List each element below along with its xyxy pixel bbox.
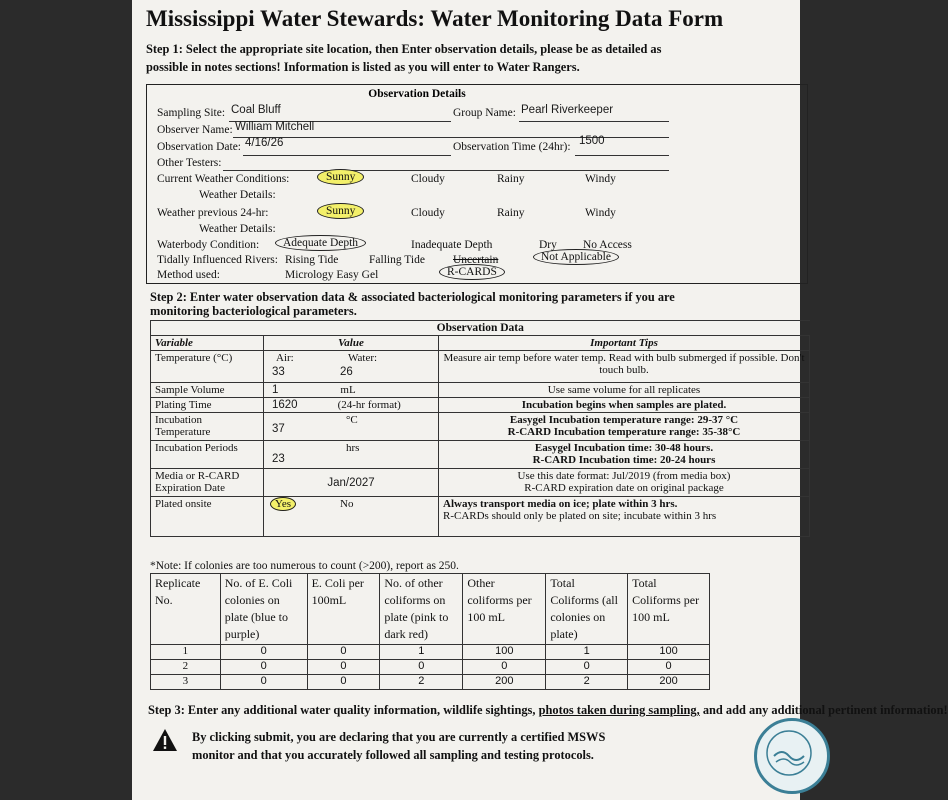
colony-count-cell[interactable]: 0 xyxy=(220,660,307,675)
step1-line2: possible in notes sections! Information is listed as you will enter to Water Rangers. xyxy=(146,60,580,74)
observer-name-label: Observer Name: xyxy=(157,124,233,136)
method-easygel-option[interactable]: Micrology Easy Gel xyxy=(285,269,379,281)
prev-weather-cloudy-option[interactable]: Cloudy xyxy=(411,207,445,219)
plated-yes-option[interactable]: Yes xyxy=(270,497,296,511)
observation-time-field[interactable]: 1500 xyxy=(579,135,605,147)
step3-line1 xyxy=(148,703,948,718)
tidal-uncertain-option[interactable]: Uncertain xyxy=(453,254,499,266)
step3-part1: Step 3: Enter any additional water quality information, wildlife sightings, xyxy=(148,703,536,717)
group-name-field[interactable]: Pearl Riverkeeper xyxy=(521,104,614,116)
sample-volume-field[interactable]: 1 xyxy=(272,384,279,396)
colony-count-cell[interactable]: 0 xyxy=(380,660,463,675)
observation-data-header: Observation Data xyxy=(151,321,810,336)
colony-count-cell[interactable]: 1 xyxy=(546,645,628,660)
colony-count-cell[interactable]: 200 xyxy=(463,675,546,690)
col-header-ecoli-colonies: No. of E. Coli colonies on plate (blue to purple) xyxy=(220,574,307,645)
weather-prev-label: Weather previous 24-hr: xyxy=(157,207,269,219)
colony-count-cell[interactable]: 0 xyxy=(628,660,710,675)
incubation-temp-tip-rcard: R-CARD Incubation temperature range: 35-38°C xyxy=(507,426,741,438)
waterbody-inadequate-option[interactable]: Inadequate Depth xyxy=(411,239,493,251)
colony-count-cell[interactable]: 0 xyxy=(307,660,380,675)
sample-volume-label: Sample Volume xyxy=(151,383,264,398)
incubation-periods-tip-rcard: R-CARD Incubation time: 20-24 hours xyxy=(532,454,716,466)
replicate-number: 1 xyxy=(151,645,221,660)
current-weather-rainy-option[interactable]: Rainy xyxy=(497,173,525,185)
colony-count-cell[interactable]: 0 xyxy=(546,660,628,675)
colony-count-cell[interactable]: 0 xyxy=(307,675,380,690)
observation-details-header: Observation Details xyxy=(368,88,466,100)
colony-count-cell[interactable]: 2 xyxy=(380,675,463,690)
prev-weather-windy-option[interactable]: Windy xyxy=(585,207,616,219)
colony-count-cell[interactable]: 100 xyxy=(628,645,710,660)
col-value: Value xyxy=(264,336,439,351)
disclaimer-line1: By clicking submit, you are declaring that you are currently a certified MSWS xyxy=(192,730,606,744)
colonies-table xyxy=(150,573,710,690)
step3-part3: and add any additional pertinent information! xyxy=(702,703,948,717)
incubation-temp-tip-easygel: Easygel Incubation temperature range: 29-37 °C xyxy=(509,414,739,426)
form-paper xyxy=(132,0,948,800)
col-variable: Variable xyxy=(151,336,264,351)
table-row xyxy=(151,660,710,675)
prev-weather-rainy-option[interactable]: Rainy xyxy=(497,207,525,219)
waterbody-dry-option[interactable]: Dry xyxy=(539,239,557,251)
colony-count-cell[interactable]: 0 xyxy=(307,645,380,660)
table-row xyxy=(151,675,710,690)
water-temp-field[interactable]: 26 xyxy=(340,366,353,378)
current-weather-details-label: Weather Details: xyxy=(199,189,276,201)
incubation-periods-tip-easygel: Easygel Incubation time: 30-48 hours. xyxy=(534,442,714,454)
air-label: Air: xyxy=(276,352,294,364)
plating-time-label: Plating Time xyxy=(151,398,264,413)
incubation-temp-label: Incubation Temperature xyxy=(151,413,264,441)
colony-count-cell[interactable]: 0 xyxy=(463,660,546,675)
current-weather-sunny-option[interactable]: Sunny xyxy=(317,169,364,185)
col-header-ecoli-per-100ml: E. Coli per 100mL xyxy=(307,574,380,645)
incubation-periods-label: Incubation Periods xyxy=(151,441,264,469)
sampling-site-label: Sampling Site: xyxy=(157,107,226,119)
sample-volume-tip: Use same volume for all replicates xyxy=(439,383,810,398)
method-rcards-option[interactable]: R-CARDS xyxy=(439,264,505,280)
step1-line1: Step 1: Select the appropriate site location, then Enter observation details, please be as detailed as xyxy=(146,42,662,56)
col-header-total-per-100ml: Total Coliforms per 100 mL xyxy=(628,574,710,645)
observation-data-table xyxy=(150,320,810,537)
current-weather-label: Current Weather Conditions: xyxy=(157,173,290,185)
plated-tip-transport: Always transport media on ice; plate within 3 hrs. xyxy=(443,498,678,510)
tidal-label: Tidally Influenced Rivers: xyxy=(157,254,278,266)
group-name-label: Group Name: xyxy=(453,107,516,119)
col-header-other-coliforms: No. of other coliforms on plate (pink to dark red) xyxy=(380,574,463,645)
plating-time-tip: Incubation begins when samples are plated. xyxy=(439,398,810,413)
step2-line1: Step 2: Enter water observation data & associated bacteriological monitoring parameters if you are xyxy=(150,290,675,304)
other-testers-label: Other Testers: xyxy=(157,157,222,169)
plating-time-unit: (24-hr format) xyxy=(337,399,401,411)
col-header-replicate: Replicate No. xyxy=(151,574,221,645)
current-weather-windy-option[interactable]: Windy xyxy=(585,173,616,185)
waterbody-label: Waterbody Condition: xyxy=(157,239,260,251)
replicate-number: 3 xyxy=(151,675,221,690)
observation-time-label: Observation Time (24hr): xyxy=(453,141,571,153)
page-title: Mississippi Water Stewards: Water Monitoring Data Form xyxy=(146,6,724,31)
observation-date-field[interactable]: 4/16/26 xyxy=(245,137,284,149)
sampling-site-field[interactable]: Coal Bluff xyxy=(231,104,281,116)
incubation-temp-unit: °C xyxy=(346,414,358,426)
waterbody-adequate-option[interactable]: Adequate Depth xyxy=(275,235,366,251)
tidal-falling-option[interactable]: Falling Tide xyxy=(369,254,425,266)
colony-count-cell[interactable]: 200 xyxy=(628,675,710,690)
colony-note: *Note: If colonies are too numerous to count (>200), report as 250. xyxy=(150,560,459,572)
plated-no-option[interactable]: No xyxy=(340,498,354,510)
colony-count-cell[interactable]: 2 xyxy=(546,675,628,690)
col-header-total-coliforms: Total Coliforms (all colonies on plate) xyxy=(546,574,628,645)
tidal-not-applicable-option[interactable]: Not Applicable xyxy=(533,249,619,265)
media-tip-rcard: R-CARD expiration date on original package xyxy=(524,482,724,494)
replicate-number: 2 xyxy=(151,660,221,675)
water-label: Water: xyxy=(348,352,378,364)
tidal-rising-option[interactable]: Rising Tide xyxy=(285,254,339,266)
step3-part2-photos: photos taken during sampling, xyxy=(538,703,700,717)
col-header-other-per-100ml: Other coliforms per 100 mL xyxy=(463,574,546,645)
disclaimer-line2: monitor and that you accurately followed all sampling and testing protocols. xyxy=(192,748,594,762)
temp-label: Temperature (°C) xyxy=(151,351,264,383)
colony-count-cell[interactable]: 1 xyxy=(380,645,463,660)
method-label: Method used: xyxy=(157,269,220,281)
plated-tip-rcard: R-CARDs should only be plated on site; incubate within 3 hrs xyxy=(443,510,717,522)
col-tips: Important Tips xyxy=(439,336,810,351)
plating-time-field[interactable]: 1620 xyxy=(272,399,298,411)
observer-name-field[interactable]: William Mitchell xyxy=(235,121,315,133)
waterbody-no-access-option[interactable]: No Access xyxy=(583,239,632,251)
colony-count-cell[interactable]: 0 xyxy=(220,675,307,690)
step2-line2: monitoring bacteriological parameters. xyxy=(150,304,357,318)
colony-count-cell[interactable]: 100 xyxy=(463,645,546,660)
media-expiration-field[interactable]: Jan/2027 xyxy=(327,476,375,489)
msws-logo-icon xyxy=(754,718,830,794)
current-weather-cloudy-option[interactable]: Cloudy xyxy=(411,173,445,185)
media-expiration-label: Media or R-CARD Expiration Date xyxy=(151,469,264,497)
observation-details-box xyxy=(146,84,808,284)
incubation-periods-field[interactable]: 23 xyxy=(272,453,285,465)
warning-icon xyxy=(152,728,178,752)
prev-weather-sunny-option[interactable]: Sunny xyxy=(317,203,364,219)
air-temp-field[interactable]: 33 xyxy=(272,366,285,378)
temp-tip: Measure air temp before water temp. Read with bulb submerged if possible. Don't touch bulb. xyxy=(439,351,810,383)
media-tip-format: Use this date format: Jul/2019 (from media box) xyxy=(517,470,731,482)
incubation-temp-field[interactable]: 37 xyxy=(272,423,285,435)
observation-date-label: Observation Date: xyxy=(157,141,241,153)
table-row xyxy=(151,645,710,660)
sample-volume-unit: mL xyxy=(340,384,356,396)
prev-weather-details-label: Weather Details: xyxy=(199,223,276,235)
plated-onsite-label: Plated onsite xyxy=(151,497,264,537)
colony-count-cell[interactable]: 0 xyxy=(220,645,307,660)
incubation-periods-unit: hrs xyxy=(346,442,360,454)
